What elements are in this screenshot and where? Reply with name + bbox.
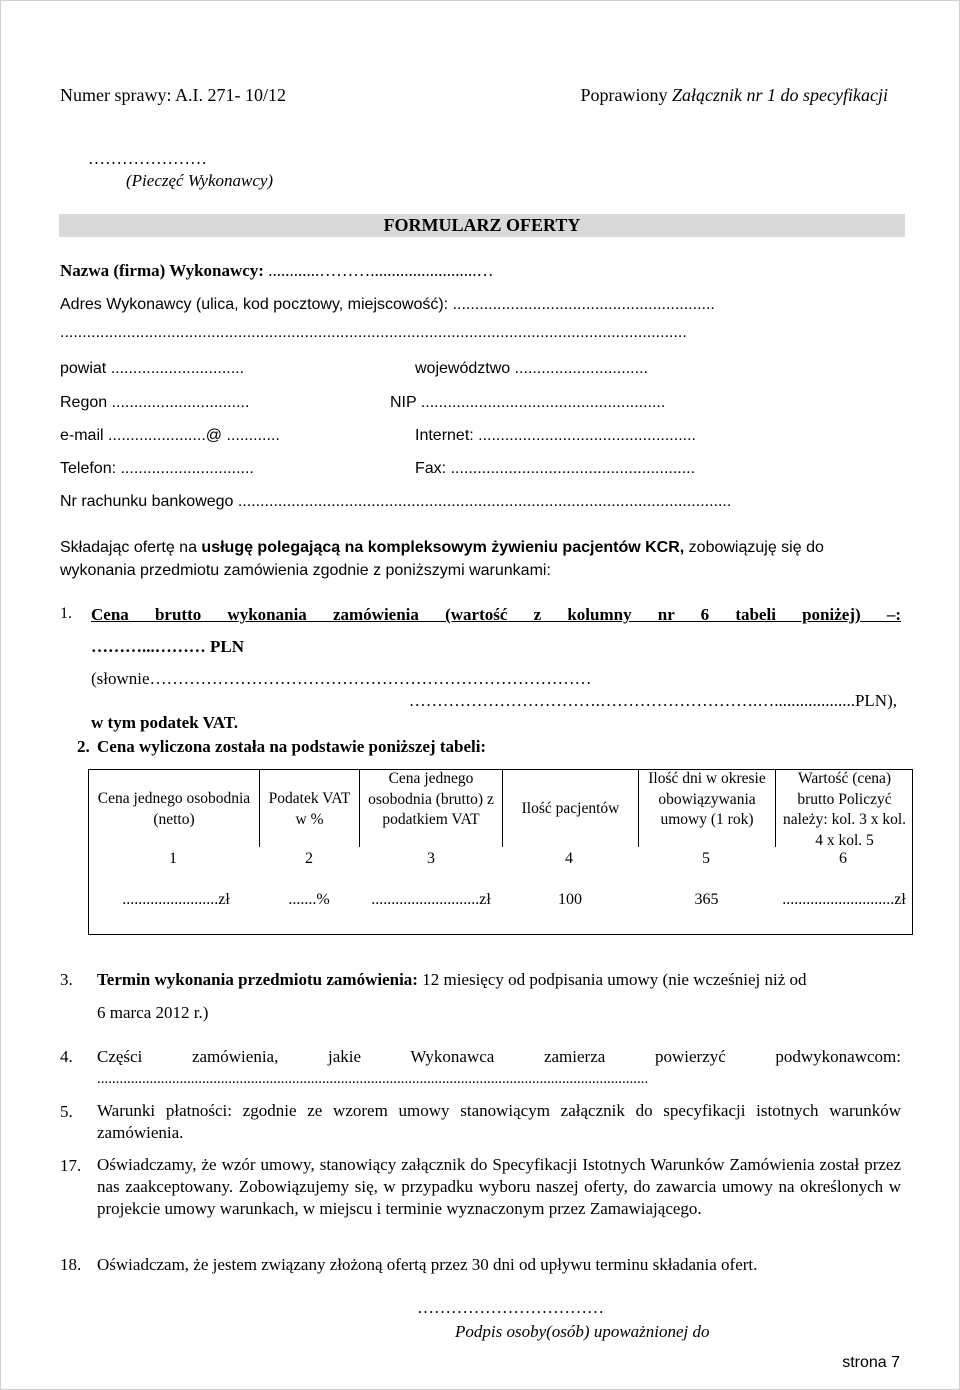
case-number: Numer sprawy: A.I. 271- 10/12 [60,85,286,105]
item4-dots: ................................................................................................................................................... [97,1071,649,1087]
nip-field: NIP ....................................................... [390,394,666,411]
item3-line2: 6 marca 2012 r.) [97,1003,209,1022]
item1-vat: w tym podatek VAT. [91,713,239,732]
attachment-label [581,85,888,106]
bank-account-field: Nr rachunku bankowego ............................................................................................................... [60,493,732,510]
regon-field: Regon ............................... [60,394,250,411]
wojewodztwo-field: województwo .............................. [415,360,648,377]
telefon-field: Telefon: .............................. [60,460,254,477]
email-field: e-mail ......................@ ............ [60,427,280,444]
table-header-vat: Podatek VAT w % [268,790,351,828]
item5-text: Warunki płatności: zgodnie ze wzorem umowy stanowiącym załącznik do specyfikacji istotnych warunków zamówienia. [97,1101,901,1142]
form-title-bar [59,214,905,237]
table-header-value: Wartość (cena) brutto Policzyć należy: kol. 3 x kol. 4 x kol. 5 [782,770,907,849]
table-value-days: 365 [694,891,719,908]
item4-text: Części zamówienia, jakie Wykonawca zamierza powierzyć podwykonawcom: [97,1047,901,1066]
table-col-number: 3 [427,850,435,867]
intro-line1 [60,539,824,557]
table-col-number: 5 [702,850,710,867]
item3-bold: Termin wykonania przedmiotu zamówienia: [97,970,418,989]
intro-bold: usługę polegającą na kompleksowym żywieniu pacjentów KCR, [201,539,685,556]
table-divider [359,769,360,847]
stamp-dots: ………………… [88,149,207,168]
stamp-label: (Pieczęć Wykonawcy) [126,171,274,190]
contractor-name-label: Nazwa (firma) Wykonawcy: [60,261,269,280]
intro-before: Składając ofertę na [60,539,202,556]
item5-number: 5. [60,1102,73,1121]
intro-line2: wykonania przedmiotu zamówienia zgodnie z poniższymi warunkami: [60,562,551,579]
table-col-number: 6 [839,850,847,867]
page-number: strona 7 [842,1354,900,1371]
table-col-number: 1 [169,850,177,867]
form-title: FORMULARZ OFERTY [383,215,581,235]
table-header-net-price: Cena jednego osobodnia (netto) [97,790,251,828]
item1-words-label: (słownie…………………………………………………………………… [91,669,592,688]
table-value-patients: 100 [558,891,582,908]
fax-field: Fax: ....................................................... [415,460,696,477]
powiat-field: powiat .............................. [60,360,245,377]
item17-number: 17. [60,1156,82,1175]
table-divider [259,769,260,847]
item1-amount: ………...……… PLN [91,637,244,656]
table-divider [638,769,639,847]
item18-number: 18. [60,1255,82,1274]
item2-number: 2. [77,737,90,756]
intro-after: zobowiązuję się do [684,539,824,556]
table-col-number: 2 [305,850,313,867]
item1-number: 1. [60,605,72,622]
contractor-address-dots: ........................................................... [452,296,715,313]
signature-label: Podpis osoby(osób) upoważnionej do [455,1322,710,1341]
item3-line1 [97,970,807,990]
item1-price-label: Cena brutto wykonania zamówienia (wartość z kolumny nr 6 tabeli poniżej) –: [91,605,901,624]
contractor-name-dots: ............……….........................… [268,261,494,280]
contractor-address-label: Adres Wykonawcy (ulica, kod pocztowy, miejscowość): [60,296,453,313]
table-value-vat: .......% [288,891,330,908]
table-header-gross-price: Cena jednego osobodnia (brutto) z podatkiem VAT [368,770,494,828]
item3-number: 3. [60,970,73,989]
attachment-italic: Załącznik nr 1 do specyfikacji [672,85,888,105]
item17-text: Oświadczamy, że wzór umowy, stanowiący załącznik do Specyfikacji Istotnych Warunków Zamówienia został przez nas zaakceptowany. Zobowiązujemy się, w przypadku wyboru naszej oferty, do zawarcia umowy na określonych w projekcie umowy warunkach, w miejscu i terminie wyznaczonym przez Zamawiającego. [97,1155,901,1218]
table-divider [502,769,503,847]
contractor-name-line [60,261,493,281]
item1-words-line2: …………………………….……………………….…...................PLN), [408,691,897,710]
signature-dots: …………………………… [417,1298,604,1317]
table-value-gross-price: ...........................zł [371,891,491,908]
table-divider [775,769,776,847]
table-header-patients: Ilość pacjentów [521,800,620,817]
item2-text: Cena wyliczona została na podstawie poniższej tabeli: [97,737,487,756]
attachment-prefix: Poprawiony [580,85,673,105]
contractor-address-line [60,296,715,314]
contractor-address-dots-line2: ............................................................................................................................................. [60,324,687,341]
table-value-total: ............................zł [782,891,906,908]
item3-text: 12 miesięcy od podpisania umowy (nie wcześniej niż od [417,970,807,989]
table-value-net-price: ........................zł [122,891,230,908]
internet-field: Internet: ................................................. [415,427,696,444]
item4-number: 4. [60,1047,73,1066]
table-col-number: 4 [565,850,573,867]
item18-text: Oświadczam, że jestem związany złożoną ofertą przez 30 dni od upływu terminu składania ofert. [97,1255,758,1274]
table-header-days: Ilość dni w okresie obowiązywania umowy (1 rok) [648,770,766,828]
